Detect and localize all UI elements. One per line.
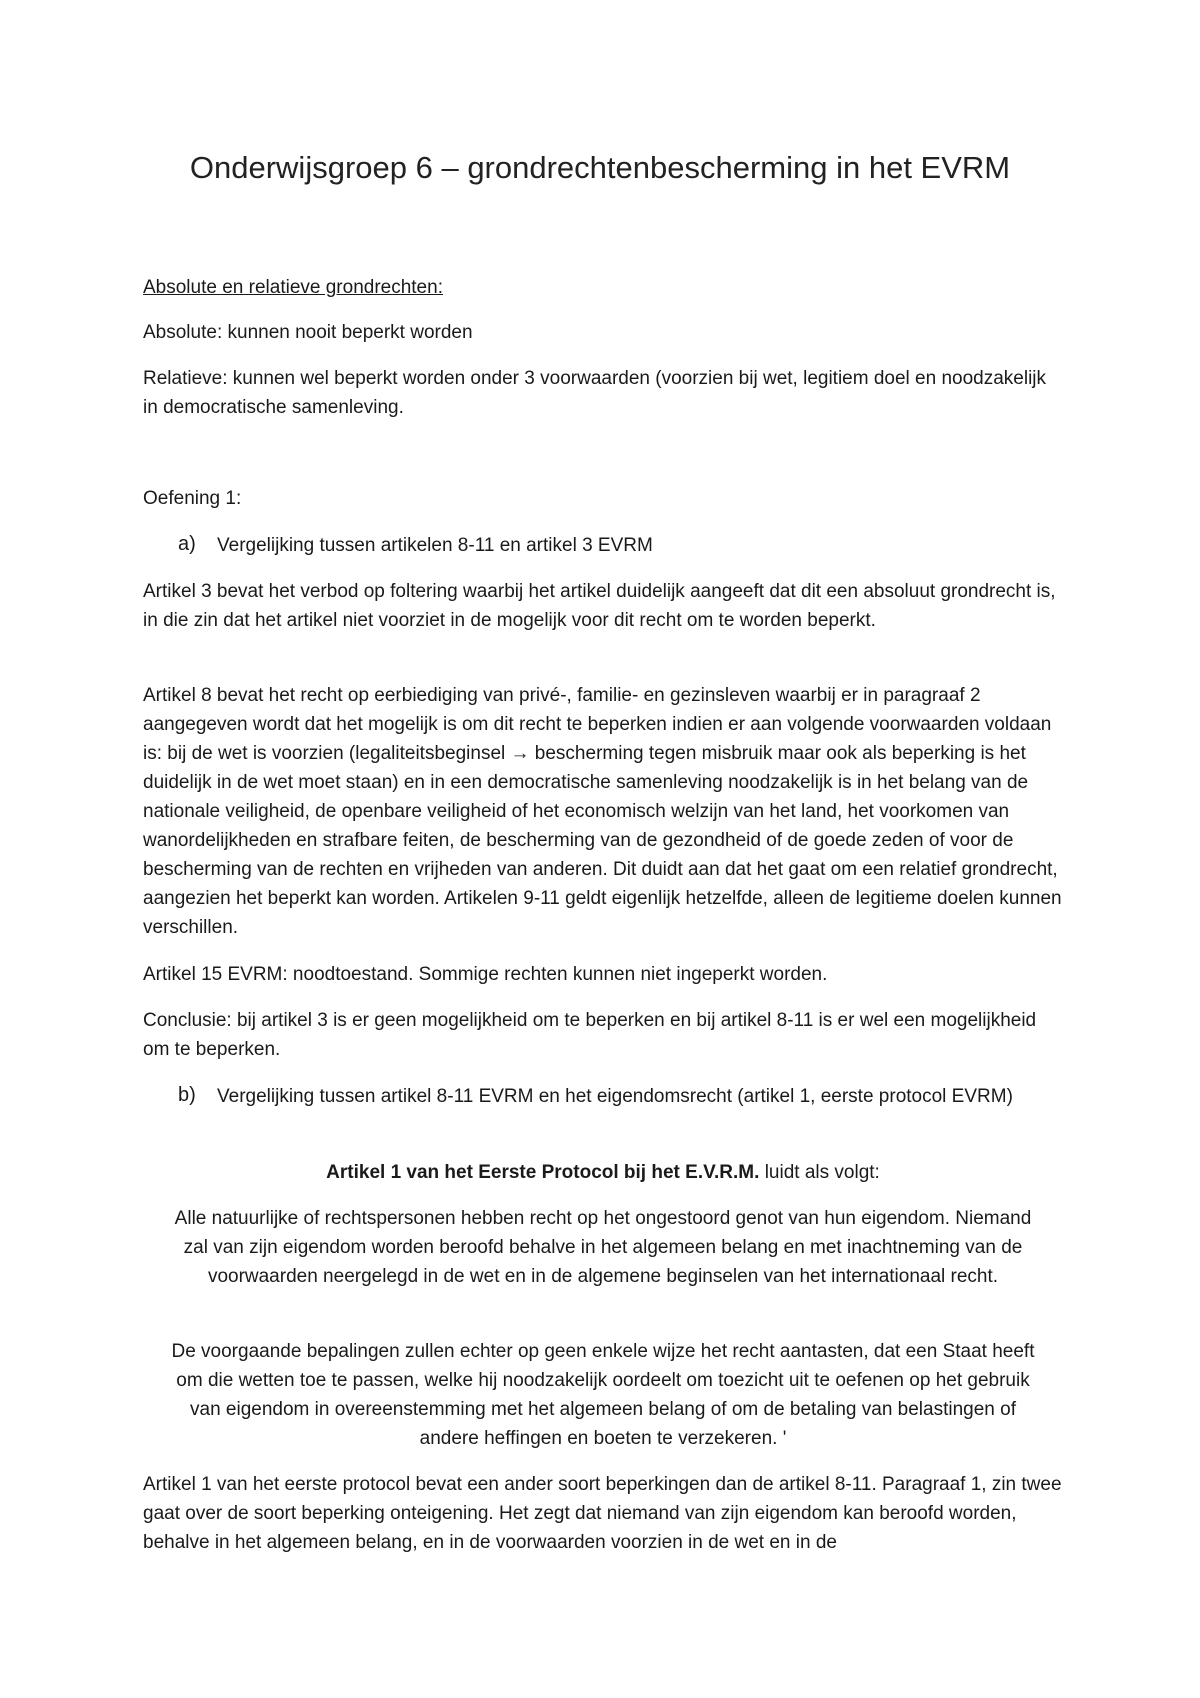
list-marker-b: b) (178, 1084, 196, 1106)
paragraph-article-3: Artikel 3 bevat het verbod op foltering waarbij het artikel duidelijk aangeeft dat dit een absoluut grondrecht is, in die zin dat het artikel niet voorziet in de mogelijk voor dit recht om te worden beperkt. (143, 581, 1056, 631)
quote-heading (143, 1158, 1063, 1187)
page-title: Onderwijsgroep 6 – grondrechtenbescherming in het EVRM (189, 150, 1011, 185)
paragraph-article-8-part2: bescherming tegen misbruik maar ook als beperking is het duidelijk in de wet moet staan) en in een democratische samenleving noodzakelijk is in het belang van de nationale veiligheid, de openbare veiligheid of het economisch welzijn van het land, het voorkomen van wanordelijkheden en strafbare feiten, de bescherming van de gezondheid of de goede zeden of voor de bescherming van de rechten en vrijheden van anderen. Dit duidt aan dat het gaat om een relatief grondrecht, aangezien het beperkt kan worden. Artikelen 9-11 geldt eigenlijk hetzelfde, alleen de legitieme doelen kunnen verschillen. (143, 743, 1062, 938)
relative-definition: Relatieve: kunnen wel beperkt worden onder 3 voorwaarden (voorzien bij wet, legitiem doel en noodzakelijk in democratische samenleving. (143, 368, 1047, 418)
absolute-definition: Absolute: kunnen nooit beperkt worden (143, 322, 473, 343)
list-item-a: Vergelijking tussen artikelen 8-11 en artikel 3 EVRM (217, 535, 653, 556)
list-item-b: Vergelijking tussen artikel 8-11 EVRM en het eigendomsrecht (artikel 1, eerste protocol EVRM) (217, 1086, 1013, 1107)
quote-heading-bold: Artikel 1 van het Eerste Protocol bij het E.V.R.M. (326, 1162, 760, 1183)
exercise-heading: Oefening 1: (143, 488, 242, 509)
arrow-right-icon: → (510, 743, 530, 764)
paragraph-article-8 (143, 681, 1063, 942)
paragraph-article-8-part1: Artikel 8 bevat het recht op eerbiediging van privé-, familie- en gezinsleven waarbij er in paragraaf 2 aangegeven wordt dat het mogelijk is om dit recht te beperken indien er aan volgende voorwaarden voldaan is: bij de wet is voorzien (legaliteitsbeginsel (143, 685, 1052, 764)
list-marker-a: a) (178, 533, 196, 555)
quote-paragraph-2: De voorgaande bepalingen zullen echter op geen enkele wijze het recht aantasten, dat een Staat heeft om die wetten toe te passen, welke hij noodzakelijk oordeelt om toezicht uit te oefenen op het gebruik van eigendom in overeenstemming met het algemeen belang of om de betaling van belastingen of andere heffingen en boeten te verzekeren. ' (171, 1341, 1035, 1449)
paragraph-article-1-protocol: Artikel 1 van het eerste protocol bevat een ander soort beperkingen dan de artikel 8-11. Paragraaf 1, zin twee gaat over de soort beperking onteigening. Het zegt dat niemand van zijn eigendom kan beroofd worden, behalve in het algemeen belang, en in de voorwaarden voorzien in de wet en in de (143, 1474, 1062, 1553)
paragraph-article-15: Artikel 15 EVRM: noodtoestand. Sommige rechten kunnen niet ingeperkt worden. (143, 964, 828, 985)
quote-heading-rest: luidt als volgt: (759, 1162, 880, 1183)
paragraph-conclusion: Conclusie: bij artikel 3 is er geen mogelijkheid om te beperken en bij artikel 8-11 is er wel een mogelijkheid om te beperken. (143, 1010, 1037, 1060)
section-heading-absolute-relative: Absolute en relatieve grondrechten: (143, 277, 443, 298)
quote-paragraph-1: Alle natuurlijke of rechtspersonen hebben recht op het ongestoord genot van hun eigendom. Niemand zal van zijn eigendom worden beroofd behalve in het algemeen belang en met inachtneming van de voorwaarden neergelegd in de wet en in de algemene beginselen van het internationaal recht. (174, 1208, 1032, 1287)
